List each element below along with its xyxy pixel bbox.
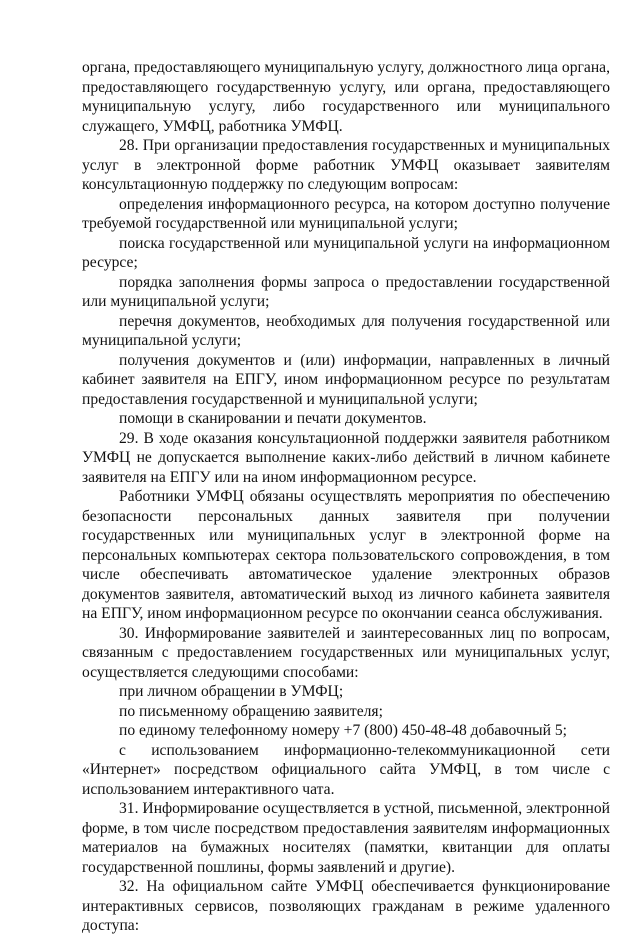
paragraph-31: 31. Информирование осуществляется в устной, письменной, электронной форме, в том числе посредством предоставления заявителям информационных материалов на бумажных носителях (памятки, квитанции для оплаты государственной пошлины, формы заявлений и другие). bbox=[82, 800, 610, 876]
list-item: при личном обращении в УМФЦ; bbox=[119, 683, 344, 700]
paragraph-28: 28. При организации предоставления государственных и муниципальных услуг в электронной форме работник УМФЦ оказывает заявителям консультационную поддержку по следующим вопросам: bbox=[82, 137, 610, 193]
list-item: поиска государственной или муниципальной услуги на информационном ресурсе; bbox=[82, 234, 610, 271]
list-item: помощи в сканировании и печати документов. bbox=[119, 410, 427, 427]
list-item: с использованием информационно-телекоммуникационной сети «Интернет» посредством официального сайта УМФЦ, в том числе с использованием интерактивного чата. bbox=[82, 741, 610, 798]
paragraph-32: 32. На официальном сайте УМФЦ обеспечивается функционирование интерактивных сервисов, позволяющих гражданам в режиме удаленного доступа: bbox=[82, 878, 610, 934]
list-item: определения информационного ресурса, на котором доступно получение требуемой государственной или муниципальной услуги; bbox=[82, 195, 610, 232]
list-item: по письменному обращению заявителя; bbox=[119, 702, 383, 720]
paragraph-continuation: органа, предоставляющего муниципальную услугу, должностного лица органа, предоставляющего государственную услугу, или органа, предоставляющего муниципальную услугу, либо государственного или муниципального служащего, УМФЦ, работника УМФЦ. bbox=[82, 59, 610, 135]
list-item: по единому телефонному номеру +7 (800) 450-48-48 добавочный 5; bbox=[119, 722, 567, 739]
paragraph-security: Работники УМФЦ обязаны осуществлять мероприятия по обеспечению безопасности персональных данных заявителя при получении государственных или муниципальных услуг в электронной форме на персональных компьютерах сектора пользовательского сопровождения, в том числе обеспечивать автоматическое удаление электронных образов документов заявителя, автоматический выход из личного кабинета заявителя на ЕПГУ, ином информационном ресурсе по окончании сеанса обслуживания. bbox=[82, 488, 610, 622]
list-item: получения документов и (или) информации, направленных в личный кабинет заявителя на ЕПГУ, ином информационном ресурсе по результатам предоставления государственной и муниципальной услуги; bbox=[82, 351, 610, 408]
list-item: порядка заполнения формы запроса о предоставлении государственной или муниципальной услуги; bbox=[82, 273, 610, 310]
paragraph-30: 30. Информирование заявителей и заинтересованных лиц по вопросам, связанным с предоставлением государственных или муниципальных услуг, осуществляется следующими способами: bbox=[82, 624, 610, 681]
document-page bbox=[82, 58, 610, 936]
list-item: перечня документов, необходимых для получения государственной или муниципальной услуги; bbox=[82, 312, 610, 349]
paragraph-29: 29. В ходе оказания консультационной поддержки заявителя работником УМФЦ не допускается выполнение каких-либо действий в личном кабинете заявителя на ЕПГУ или на ином информационном ресурсе. bbox=[82, 429, 610, 486]
